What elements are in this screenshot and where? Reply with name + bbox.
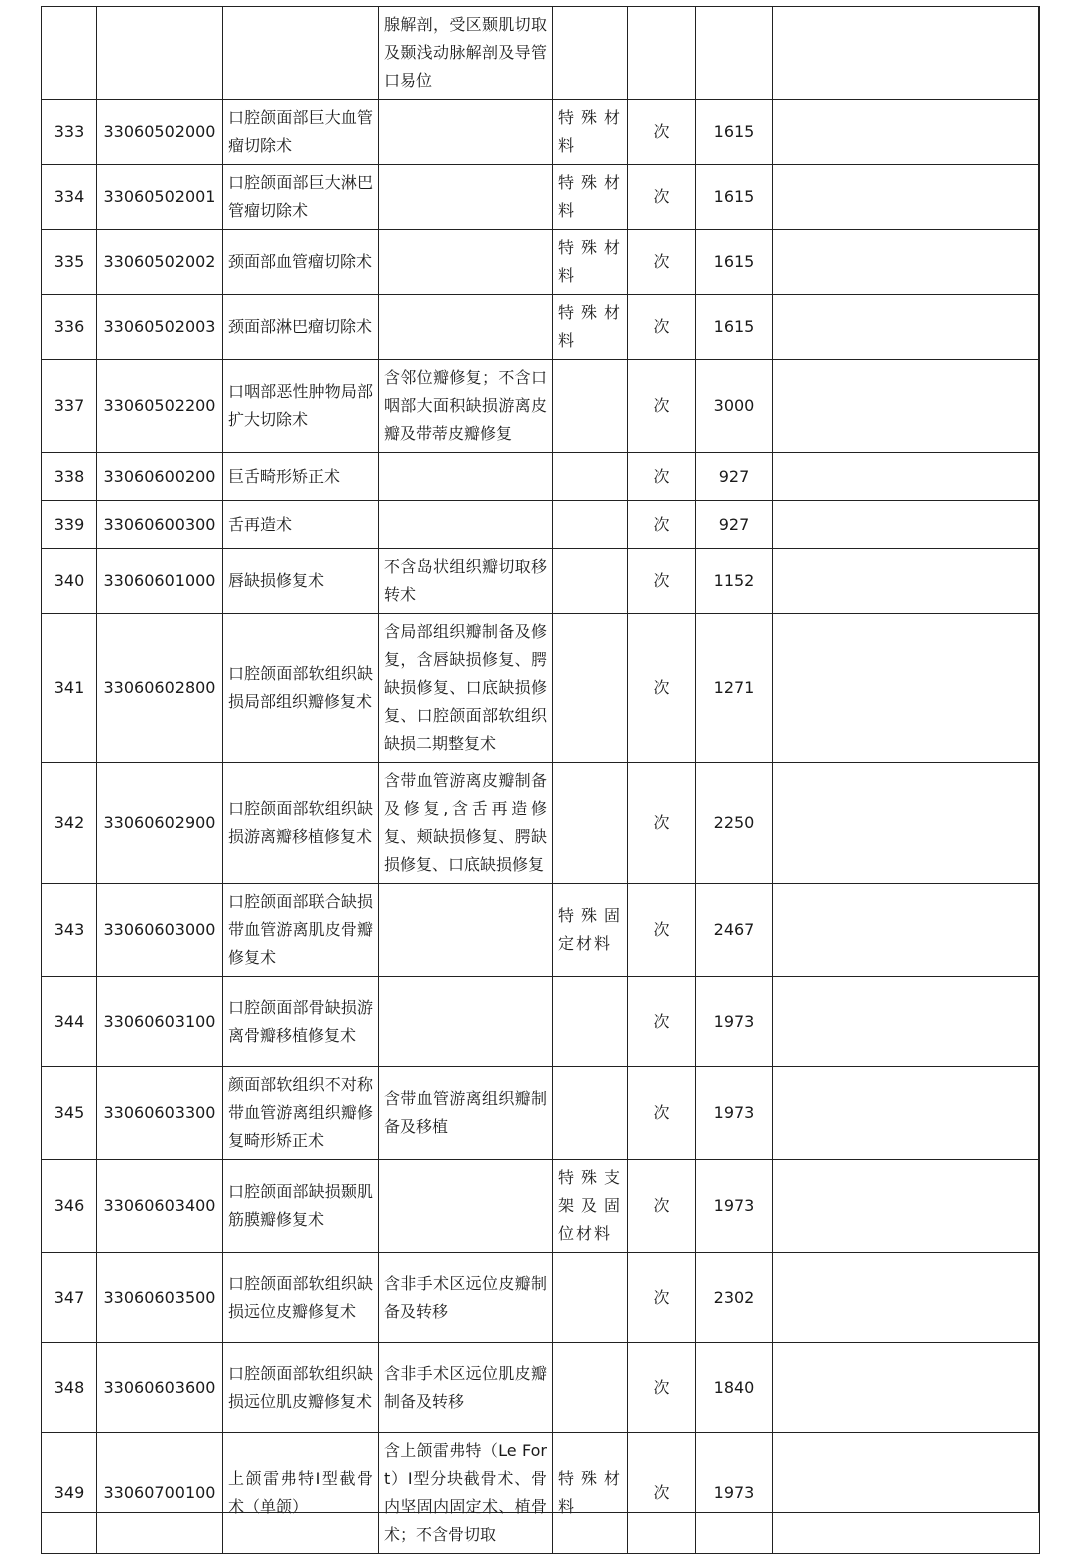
item-note	[773, 165, 1040, 230]
item-unit: 次	[628, 100, 696, 165]
item-content: 含邻位瓣修复；不含口咽部大面积缺损游离皮瓣及带蒂皮瓣修复	[379, 360, 553, 453]
table-row	[42, 614, 1040, 763]
item-note	[773, 230, 1040, 295]
item-number: 336	[42, 295, 97, 360]
item-price: 1152	[696, 549, 773, 614]
item-unit: 次	[628, 549, 696, 614]
item-unit: 次	[628, 1067, 696, 1160]
item-note	[773, 1160, 1040, 1253]
table-row	[42, 549, 1040, 614]
item-note	[773, 549, 1040, 614]
item-number: 341	[42, 614, 97, 763]
item-note	[773, 501, 1040, 549]
item-number: 346	[42, 1160, 97, 1253]
table-row	[42, 1343, 1040, 1433]
table-row	[42, 230, 1040, 295]
item-code: 33060600300	[97, 501, 223, 549]
item-exclusion	[553, 360, 628, 453]
item-unit: 次	[628, 1253, 696, 1343]
item-price: 927	[696, 453, 773, 501]
item-exclusion	[553, 501, 628, 549]
item-code: 33060502003	[97, 295, 223, 360]
item-number: 349	[42, 1433, 97, 1554]
item-code: 33060502001	[97, 165, 223, 230]
item-number: 344	[42, 977, 97, 1067]
table-row	[42, 1067, 1040, 1160]
item-unit: 次	[628, 230, 696, 295]
item-exclusion: 特殊材料	[553, 1433, 628, 1554]
item-name: 颈面部血管瘤切除术	[223, 230, 379, 295]
item-code: 33060603300	[97, 1067, 223, 1160]
item-name: 舌再造术	[223, 501, 379, 549]
table-row	[42, 884, 1040, 977]
item-number: 345	[42, 1067, 97, 1160]
item-content	[379, 100, 553, 165]
table-row	[42, 165, 1040, 230]
item-number: 333	[42, 100, 97, 165]
table-row	[42, 7, 1040, 100]
item-content	[379, 977, 553, 1067]
item-unit: 次	[628, 1160, 696, 1253]
item-name: 口腔颌面部软组织缺损游离瓣移植修复术	[223, 763, 379, 884]
item-number: 343	[42, 884, 97, 977]
table-row	[42, 295, 1040, 360]
item-content	[379, 884, 553, 977]
item-name: 口腔颌面部巨大血管瘤切除术	[223, 100, 379, 165]
item-unit: 次	[628, 1433, 696, 1554]
item-number: 348	[42, 1343, 97, 1433]
item-number: 337	[42, 360, 97, 453]
item-price: 1973	[696, 977, 773, 1067]
item-name: 颈面部淋巴瘤切除术	[223, 295, 379, 360]
item-note	[773, 763, 1040, 884]
table-row	[42, 1253, 1040, 1343]
item-note	[773, 453, 1040, 501]
item-content: 不含岛状组织瓣切取移转术	[379, 549, 553, 614]
item-content: 含带血管游离组织瓣制备及移植	[379, 1067, 553, 1160]
item-code: 33060603400	[97, 1160, 223, 1253]
fee-schedule-table	[41, 6, 1040, 1554]
item-number: 342	[42, 763, 97, 884]
item-unit: 次	[628, 360, 696, 453]
item-name: 口腔颌面部联合缺损带血管游离肌皮骨瓣修复术	[223, 884, 379, 977]
table-row	[42, 100, 1040, 165]
item-unit: 次	[628, 453, 696, 501]
item-note	[773, 295, 1040, 360]
item-price: 1615	[696, 165, 773, 230]
item-exclusion	[553, 1343, 628, 1433]
item-content	[379, 453, 553, 501]
item-exclusion: 特殊材料	[553, 230, 628, 295]
item-unit: 次	[628, 614, 696, 763]
item-price: 1840	[696, 1343, 773, 1433]
item-content	[379, 165, 553, 230]
item-content: 含上颌雷弗特（Le Fort）Ⅰ型分块截骨术、骨内坚固内固定术、植骨术；不含骨切取	[379, 1433, 553, 1554]
item-unit: 次	[628, 295, 696, 360]
item-number: 347	[42, 1253, 97, 1343]
item-content	[379, 1160, 553, 1253]
item-price: 1615	[696, 230, 773, 295]
item-name: 口腔颌面部缺损颞肌筋膜瓣修复术	[223, 1160, 379, 1253]
item-exclusion	[553, 549, 628, 614]
item-code: 33060502000	[97, 100, 223, 165]
item-price: 1973	[696, 1067, 773, 1160]
item-note	[773, 360, 1040, 453]
item-note	[773, 977, 1040, 1067]
item-price: 1973	[696, 1433, 773, 1554]
item-price: 3000	[696, 360, 773, 453]
item-content: 含带血管游离皮瓣制备及修复,含舌再造修复、颊缺损修复、腭缺损修复、口底缺损修复	[379, 763, 553, 884]
item-exclusion: 特殊材料	[553, 165, 628, 230]
item-note	[773, 1343, 1040, 1433]
item-price: 1615	[696, 295, 773, 360]
item-code: 33060502200	[97, 360, 223, 453]
item-number	[42, 7, 97, 100]
item-exclusion	[553, 763, 628, 884]
item-exclusion: 特殊支架及固位材料	[553, 1160, 628, 1253]
item-code: 33060602900	[97, 763, 223, 884]
item-name	[223, 7, 379, 100]
item-unit: 次	[628, 501, 696, 549]
item-name: 颜面部软组织不对称带血管游离组织瓣修复畸形矫正术	[223, 1067, 379, 1160]
item-note	[773, 1433, 1040, 1554]
item-exclusion	[553, 1253, 628, 1343]
item-unit: 次	[628, 1343, 696, 1433]
item-price: 1271	[696, 614, 773, 763]
table-row	[42, 501, 1040, 549]
item-note	[773, 100, 1040, 165]
item-name: 口腔颌面部软组织缺损远位皮瓣修复术	[223, 1253, 379, 1343]
item-price: 1615	[696, 100, 773, 165]
item-note	[773, 884, 1040, 977]
item-name: 口腔颌面部骨缺损游离骨瓣移植修复术	[223, 977, 379, 1067]
item-price: 1973	[696, 1160, 773, 1253]
item-number: 339	[42, 501, 97, 549]
item-exclusion: 特殊材料	[553, 100, 628, 165]
item-name: 唇缺损修复术	[223, 549, 379, 614]
item-exclusion	[553, 977, 628, 1067]
item-name: 上颌雷弗特Ⅰ型截骨术（单颌）	[223, 1433, 379, 1554]
item-exclusion: 特殊固定材料	[553, 884, 628, 977]
table-row	[42, 1433, 1040, 1554]
item-content	[379, 295, 553, 360]
item-note	[773, 614, 1040, 763]
item-unit: 次	[628, 165, 696, 230]
item-content	[379, 230, 553, 295]
table-row	[42, 453, 1040, 501]
item-unit: 次	[628, 763, 696, 884]
item-name: 口腔颌面部软组织缺损局部组织瓣修复术	[223, 614, 379, 763]
item-number: 338	[42, 453, 97, 501]
item-name: 口腔颌面部软组织缺损远位肌皮瓣修复术	[223, 1343, 379, 1433]
item-content: 含非手术区远位肌皮瓣制备及转移	[379, 1343, 553, 1433]
table-row	[42, 977, 1040, 1067]
item-name: 口咽部恶性肿物局部扩大切除术	[223, 360, 379, 453]
item-code: 33060603500	[97, 1253, 223, 1343]
item-code: 33060601000	[97, 549, 223, 614]
item-note	[773, 7, 1040, 100]
item-code: 33060700100	[97, 1433, 223, 1554]
item-price: 2250	[696, 763, 773, 884]
table-row	[42, 360, 1040, 453]
item-content: 含局部组织瓣制备及修复，含唇缺损修复、腭缺损修复、口底缺损修复、口腔颌面部软组织缺损二期整复术	[379, 614, 553, 763]
item-name: 口腔颌面部巨大淋巴管瘤切除术	[223, 165, 379, 230]
item-content: 含非手术区远位皮瓣制备及转移	[379, 1253, 553, 1343]
item-name: 巨舌畸形矫正术	[223, 453, 379, 501]
item-note	[773, 1253, 1040, 1343]
table-row	[42, 763, 1040, 884]
item-content: 腺解剖，受区颞肌切取及颞浅动脉解剖及导管口易位	[379, 7, 553, 100]
item-number: 335	[42, 230, 97, 295]
item-code	[97, 7, 223, 100]
item-price	[696, 7, 773, 100]
item-code: 33060603600	[97, 1343, 223, 1433]
item-exclusion	[553, 453, 628, 501]
item-exclusion	[553, 7, 628, 100]
item-exclusion	[553, 614, 628, 763]
table-row	[42, 1160, 1040, 1253]
item-unit: 次	[628, 884, 696, 977]
item-price: 2467	[696, 884, 773, 977]
item-number: 340	[42, 549, 97, 614]
item-code: 33060603100	[97, 977, 223, 1067]
item-content	[379, 501, 553, 549]
item-unit	[628, 7, 696, 100]
item-code: 33060603000	[97, 884, 223, 977]
item-exclusion	[553, 1067, 628, 1160]
item-price: 2302	[696, 1253, 773, 1343]
item-price: 927	[696, 501, 773, 549]
item-number: 334	[42, 165, 97, 230]
item-code: 33060502002	[97, 230, 223, 295]
item-exclusion: 特殊材料	[553, 295, 628, 360]
item-unit: 次	[628, 977, 696, 1067]
item-code: 33060600200	[97, 453, 223, 501]
item-code: 33060602800	[97, 614, 223, 763]
item-note	[773, 1067, 1040, 1160]
